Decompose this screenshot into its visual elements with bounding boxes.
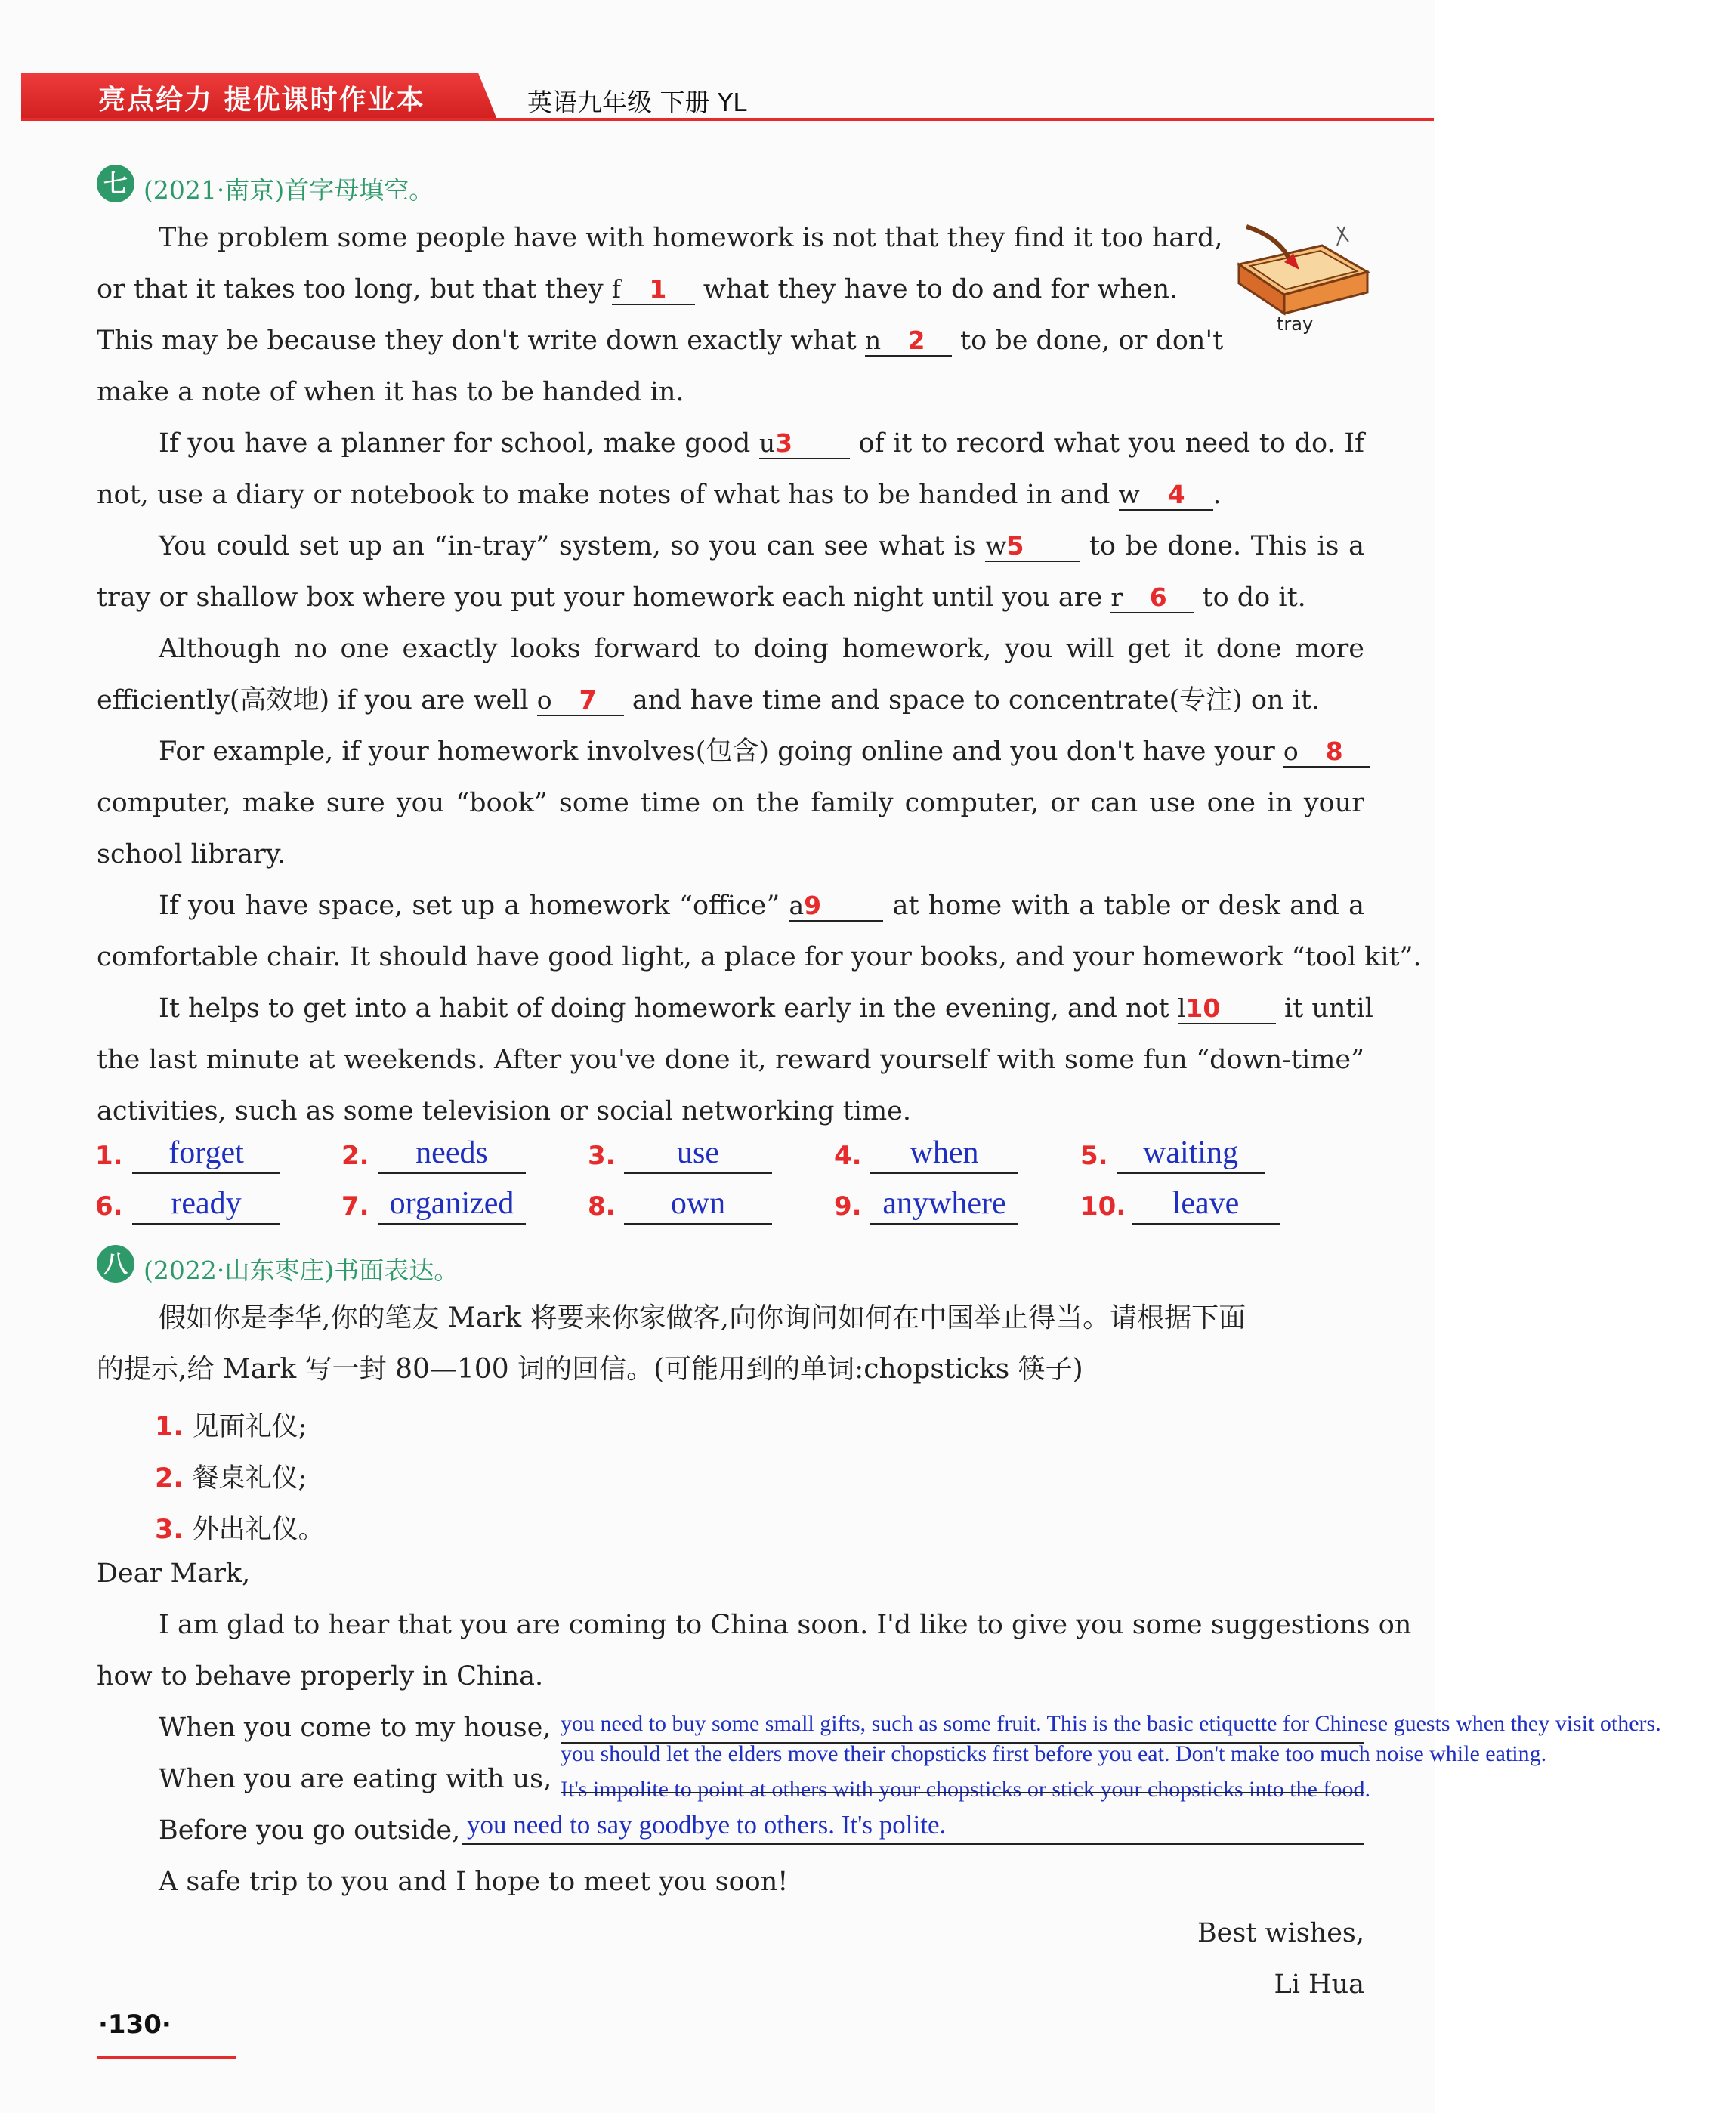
blank-5[interactable]: w 5 [985,532,1080,562]
answer-num-4: 4. [834,1141,862,1171]
eating-answer-line1[interactable]: you should let the elders move their chopsticks first before you eat. Don't make too much noise while eating. [561,1741,1547,1766]
prompt-line1: 假如你是李华,你的笔友 Mark 将要来你家做客,向你询问如何在中国举止得当。请根据下面 [159,1302,1246,1333]
letter-signature: Li Hua [1274,1969,1364,2000]
prompt-line2: 的提示,给 Mark 写一封 80—100 词的回信。(可能用到的单词:chopsticks 筷子) [97,1354,1083,1385]
eating-label: When you are eating with us, [159,1764,552,1794]
outside-answer[interactable]: you need to say goodbye to others. It's polite. [467,1810,947,1840]
p5-line3: school library. [97,839,286,870]
answer-2[interactable]: needs [378,1133,526,1174]
p2-line2: not, use a diary or notebook to make notes of what has to be handed in and w 4 . [97,480,1364,511]
answer-4[interactable]: when [870,1133,1018,1174]
blank-8[interactable]: o 8 [1283,737,1370,768]
outside-rule [462,1843,1364,1845]
hint-2: 2. 餐桌礼仪; [155,1463,307,1494]
eating-rule [561,1792,1364,1793]
p4-line2: efficiently(高效地) if you are well o 7 and have time and space to concentrate(专注) on it. [97,685,1364,716]
blank-1[interactable]: f 1 [612,275,695,305]
p1-line4: make a note of when it has to be handed in. [97,377,684,407]
answer-num-1: 1. [95,1141,123,1171]
p7-line2: the last minute at weekends. After you've done it, reward yourself with some fun “down-time” [97,1045,1364,1075]
page-number: ·130· [98,2010,171,2040]
answer-1[interactable]: forget [132,1133,280,1174]
answer-num-8: 8. [588,1191,616,1222]
answer-10[interactable]: leave [1132,1184,1280,1225]
section-8-badge: 八 [97,1245,134,1283]
letter-signoff: Best wishes, [1197,1918,1364,1948]
p5-line2: computer, make sure you “book” some time on the family computer, or can use one in your [97,788,1364,818]
section-8-title: (2022·山东枣庄)书面表达。 [144,1256,459,1285]
blank-10[interactable]: l 10 [1178,994,1276,1024]
blank-4[interactable]: w 4 [1119,480,1213,511]
p7-line1: It helps to get into a habit of doing homework early in the evening, and not l 10 it until [159,993,1364,1024]
p5-line1: For example, if your homework involves(包含) going online and you don't have your o 8 [159,737,1364,768]
answer-num-2: 2. [341,1141,369,1171]
page-number-rule [97,2056,236,2059]
header-rule [21,118,1434,121]
hint-1: 1. 见面礼仪; [155,1412,307,1442]
answer-6[interactable]: ready [132,1184,280,1225]
answer-7[interactable]: organized [378,1184,526,1225]
letter-intro-line2: how to behave properly in China. [97,1661,544,1691]
letter-closing: A safe trip to you and I hope to meet you soon! [159,1867,789,1897]
answer-3[interactable]: use [624,1133,772,1174]
section-7-badge: 七 [97,165,134,202]
answer-num-10: 10. [1080,1191,1126,1222]
p1-line2: or that it takes too long, but that they f 1 what they have to do and for when. [97,274,1200,305]
p4-line1: Although no one exactly looks forward to doing homework, you will get it done more [159,634,1364,664]
p3-line2: tray or shallow box where you put your homework each night until you are r 6 to do it. [97,582,1364,613]
blank-2[interactable]: n 2 [865,326,952,357]
answer-num-5: 5. [1080,1141,1108,1171]
answer-num-6: 6. [95,1191,123,1222]
p7-line3: activities, such as some television or social networking time. [97,1096,911,1126]
answer-9[interactable]: anywhere [870,1184,1018,1225]
p6-line1: If you have space, set up a homework “office” a 9 at home with a table or desk and a [159,891,1364,922]
blank-9[interactable]: a 9 [789,891,883,922]
answer-5[interactable]: waiting [1117,1133,1265,1174]
eating-answer-line2[interactable]: It's impolite to point at others with your chopsticks or stick your chopsticks into the food. [561,1777,1370,1802]
hint-3: 3. 外出礼仪。 [155,1515,325,1545]
answer-8[interactable]: own [624,1184,772,1225]
letter-greeting: Dear Mark, [97,1558,251,1589]
p3-line1: You could set up an “in-tray” system, so you can see what is w 5 to be done. This is a [159,531,1364,562]
answer-num-9: 9. [834,1191,862,1222]
house-label: When you come to my house, [159,1713,551,1743]
outside-label: Before you go outside, [159,1815,461,1846]
p1-line3: This may be because they don't write down exactly what n 2 to be done, or don't [97,326,1200,357]
section-7-title: (2021·南京)首字母填空。 [144,175,434,205]
p6-line2: comfortable chair. It should have good light, a place for your books, and your homework “tool kit”. [97,942,1422,972]
blank-3[interactable]: u 3 [759,429,850,459]
book-title: 亮点给力 提优课时作业本 [98,85,425,116]
p2-line1: If you have a planner for school, make good u 3 of it to record what you need to do. If [159,428,1364,459]
blank-6[interactable]: r 6 [1110,583,1194,613]
letter-intro-line1: I am glad to hear that you are coming to China soon. I'd like to give you some suggestions on [159,1610,1412,1640]
tray-label: tray [1277,314,1314,335]
house-answer[interactable]: you need to buy some small gifts, such as some fruit. This is the basic etiquette for Chinese guests when they visit others. [561,1711,1661,1736]
subject-label: 英语九年级 下册 YL [527,88,747,117]
p1-line1: The problem some people have with homework is not that they find it too hard, [159,223,1223,253]
answer-num-7: 7. [341,1191,369,1222]
answer-num-3: 3. [588,1141,616,1171]
blank-7[interactable]: o 7 [537,686,624,716]
